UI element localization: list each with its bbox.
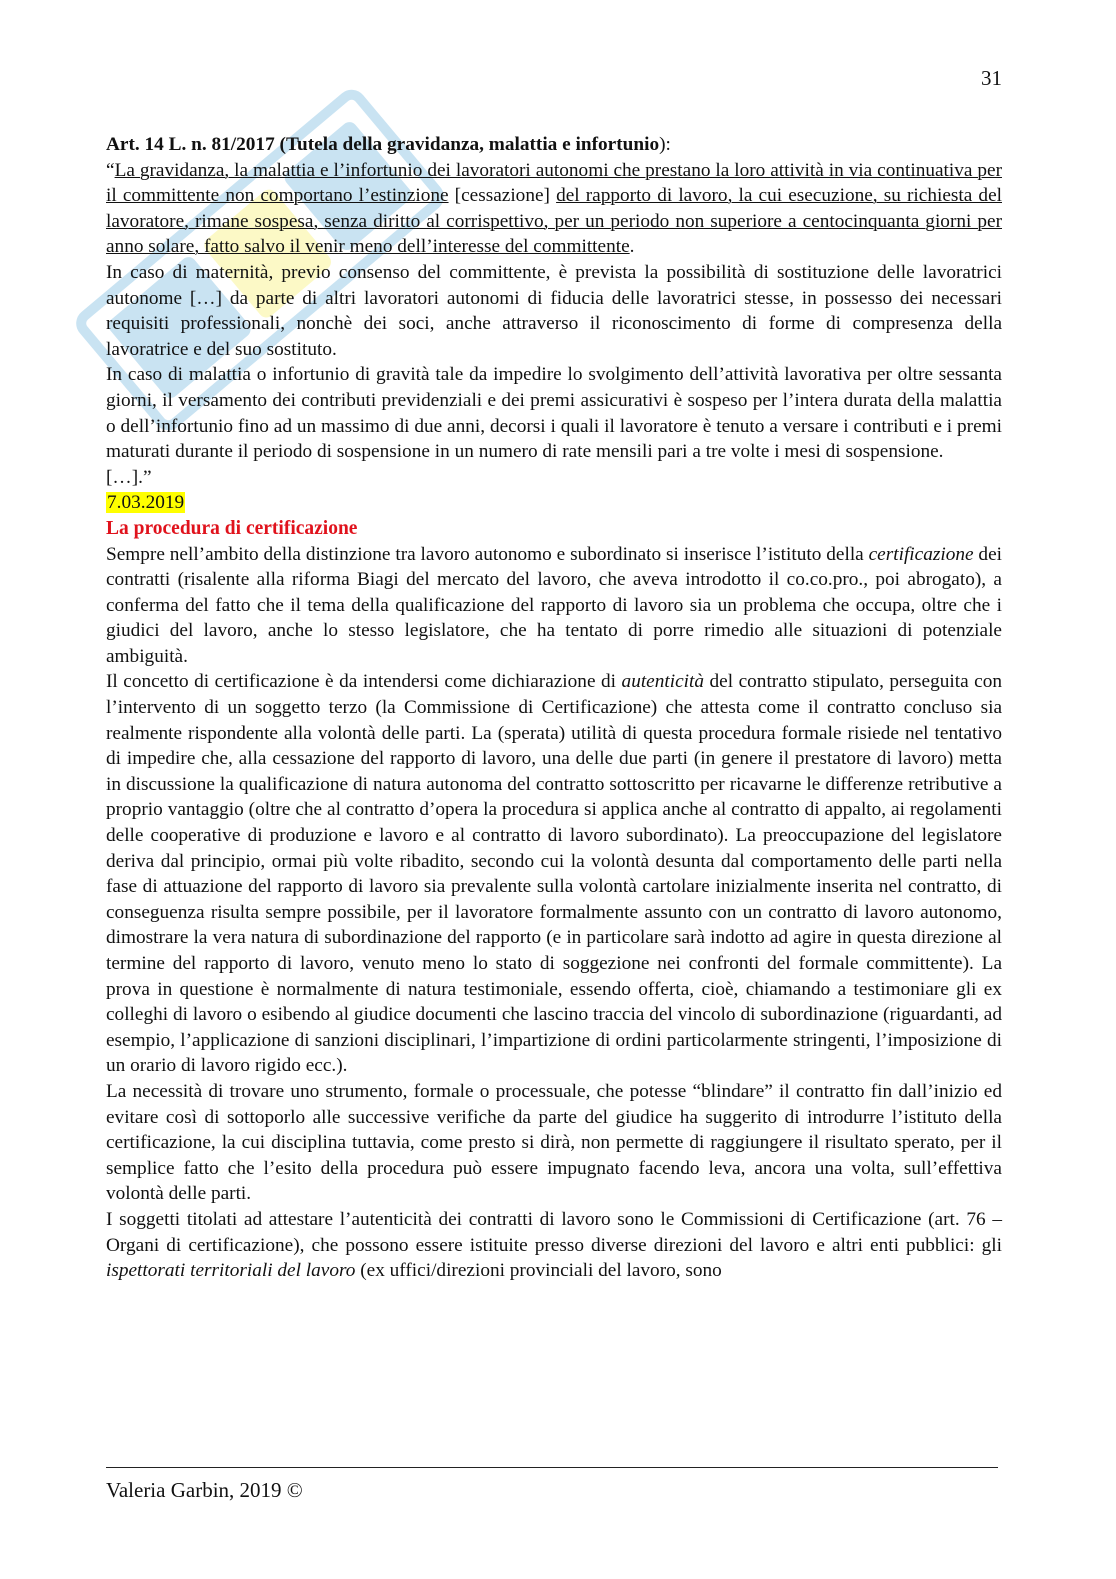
footer-copyright: Valeria Garbin, 2019 © (106, 1478, 303, 1502)
quote-paragraph-2: In caso di maternità, previo consenso del committente, è prevista la possibilità di sostituzione delle lavoratrici autonome […] da parte di altri lavoratori autonomi di fiducia delle lavoratrici stesse, in possesso dei necessari requisiti professionali, nonchè dei soci, anche attraverso il riconoscimento di forme di compresenza della lavoratrice e del suo sostituto. (106, 261, 1002, 360)
body-paragraph-3: La necessità di trovare uno strumento, formale o processuale, che potesse “blindare” il contratto fin dall’inizio ed evitare così di sottoporlo alle successive verifiche da parte del giudice ha suggerito di introdurre l’istituto della certificazione, la cui disciplina tuttavia, come presto si dirà, non permette di raggiungere il risultato sperato, per il semplice fatto che l’esito della procedura può essere impugnato facendo leva, ancora una volta, sull’effettiva volontà delle parti. (106, 1080, 1002, 1205)
quote-underlined-2: del rapporto di lavoro, la cui esecuzione, su richiesta del lavoratore, rimane sospesa, senza diritto al corrispettivo, per un periodo non superiore a centocinquanta giorni per anno solare, fatto salvo il venir meno dell’interesse del committente (106, 185, 1002, 258)
article-heading (106, 132, 1002, 158)
p4-text-a: I soggetti titolati ad attestare l’autenticità dei contratti di lavoro sono le Commissioni di Certificazione (art. 76 – Organi di certificazione), che possono essere istituite presso diverse direzioni del lavoro e altri enti pubblici: gli (106, 1208, 1002, 1256)
quote-end: . (629, 236, 635, 258)
p4-italic: ispettorati territoriali del lavoro (106, 1260, 356, 1282)
quote-underlined-1: La gravidanza, la malattia e l’infortunio dei lavoratori autonomi che prestano la loro attività in via continuativa per il committente non comportano l’estinzione (106, 159, 1002, 207)
p4-text-b: (ex uffici/direzioni provinciali del lavoro, sono (355, 1260, 722, 1282)
section-title: La procedura di certificazione (106, 517, 358, 539)
date-line (106, 490, 1002, 516)
p1-text-b: dei contratti (risalente alla riforma Biagi del mercato del lavoro, che aveva introdotto il co.co.pro., poi abrogato), a conferma del fatto che il tema della qualificazione del rapporto di lavoro sia un problema che occupa, oltre che i giudici del lavoro, anche lo stesso legislatore, che ha tentato di porre rimedio alle situazioni di potenziale ambiguità. (106, 543, 1002, 667)
footer-rule (106, 1467, 998, 1468)
body-paragraph-4 (106, 1207, 1002, 1284)
article-heading-title: Art. 14 L. n. 81/2017 (Tutela della gravidanza, malattia e infortunio (106, 134, 660, 155)
document-body (106, 132, 1002, 1284)
quote-paragraph-3: In caso di malattia o infortunio di gravità tale da impedire lo svolgimento dell’attività lavorativa per oltre sessanta giorni, il versamento dei contributi previdenziali e dei premi assicurativi è sospeso per l’intera durata della malattia o dell’infortunio fino ad un massimo di due anni, decorsi i quali il lavoratore è tenuto a versare i contributi e i premi maturati durante il periodo di sospensione in un numero di rate mensili pari a tre volte i mesi di sospensione. (106, 364, 1002, 463)
quote-paragraph-4: […].” (106, 466, 152, 488)
p2-text-a: Il concetto di certificazione è da intendersi come dichiarazione di (106, 671, 622, 693)
article-heading-suffix: ): (659, 134, 671, 155)
body-paragraph-2 (106, 669, 1002, 1079)
page-number: 31 (981, 66, 1002, 90)
p1-text-a: Sempre nell’ambito della distinzione tra lavoro autonomo e subordinato si inserisce l’istituto della (106, 543, 869, 565)
p2-italic: autenticità (621, 671, 705, 693)
quote-paragraph-1 (106, 158, 1002, 260)
quote-open: “ (106, 159, 115, 181)
p1-italic: certificazione (868, 543, 974, 565)
quote-bracket: [cessazione] (448, 185, 557, 207)
body-paragraph-1 (106, 542, 1002, 670)
date-highlight: 7.03.2019 (107, 492, 185, 514)
p2-text-b: del contratto stipulato, perseguita con l’intervento di un soggetto terzo (la Commissione di Certificazione) che attesta come il contratto concluso sia realmente rispondente alla volontà delle parti. La (sperata) utilità di questa procedura formale risiede nel tentativo di impedire che, alla cessazione del rapporto di lavoro, una delle due parti (in genere il prestatore di lavoro) metta in discussione la qualificazione di natura autonoma del contratto sottoscritto per ricavarne le differenze retributive a proprio vantaggio (oltre che al contratto d’opera la procedura si applica anche al contratto di appalto, ai regolamenti delle cooperative di produzione e lavoro e al contratto di lavoro subordinato). La preoccupazione del legislatore deriva dal principio, ormai più volte ribadito, secondo cui la volontà desunta dal comportamento delle parti nella fase di attuazione del rapporto di lavoro sia prevalente sulla volontà cartolare inizialmente inserita nel contratto, di conseguenza risulta sempre possibile, per il lavoratore formalmente assunto con un contratto di lavoro autonomo, dimostrare la vera natura di subordinazione del rapporto (e in particolare sarà indotto ad agire in questa direzione al termine del rapporto di lavoro, venuto meno lo stato di soggezione nei confronti del formale committente). La prova in questione è normalmente di natura testimoniale, essendo offerta, cioè, chiamando a testimoniare gli ex colleghi di lavoro o esibendo al giudice documenti che lascino traccia del vincolo di subordinazione (riguardanti, ad esempio, l’applicazione di sanzioni disciplinari, l’impartizione di ordini particolarmente stringenti, l’imposizione di un orario di lavoro rigido ecc.). (106, 671, 1002, 1077)
